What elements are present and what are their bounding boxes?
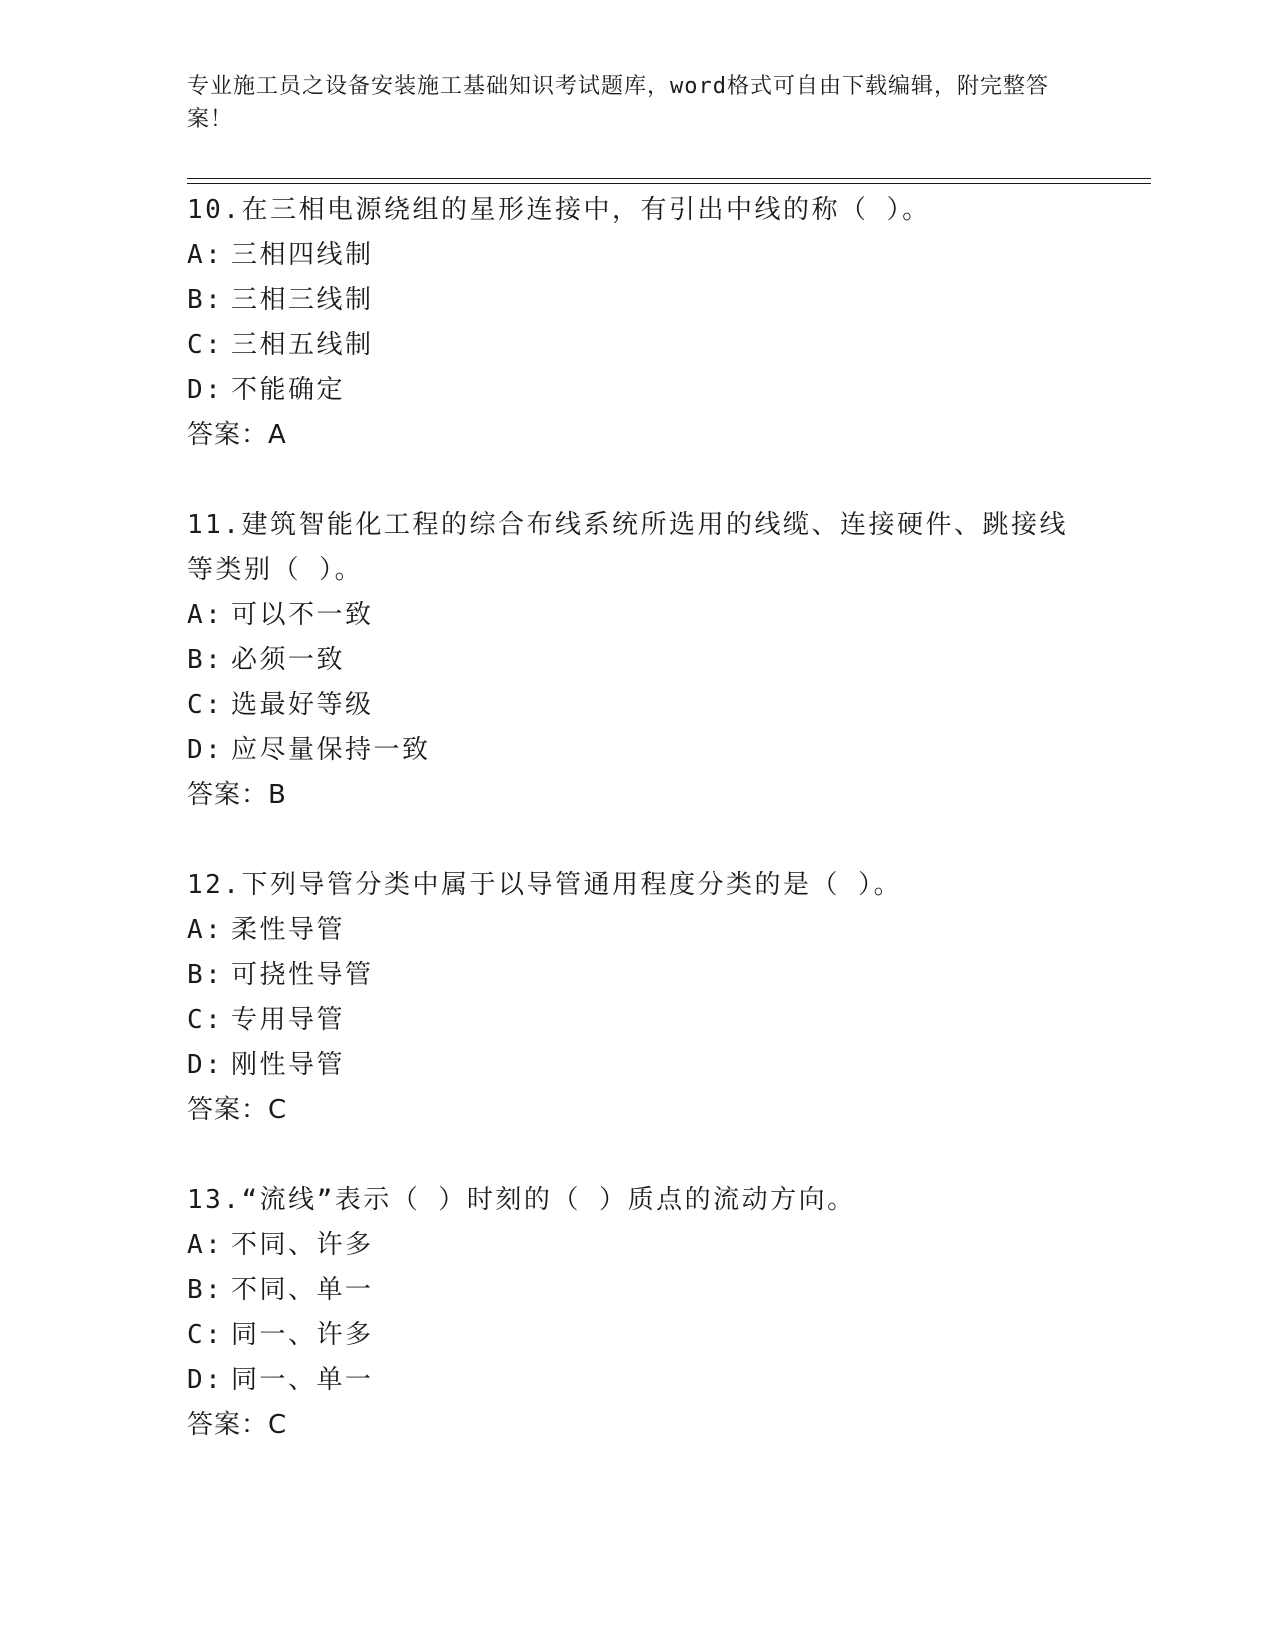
option-text: 三相三线制 <box>231 285 374 315</box>
option-letter: A: <box>187 915 224 945</box>
option-b <box>187 638 1087 683</box>
answer-line: 答案：B <box>187 780 287 810</box>
option-d <box>187 1358 1087 1403</box>
question-stem: 12.下列导管分类中属于以导管通用程度分类的是（ ）。 <box>187 870 903 900</box>
option-c <box>187 1313 1087 1358</box>
question-10 <box>187 188 1087 458</box>
question-spacer <box>187 458 1087 503</box>
option-a <box>187 1223 1087 1268</box>
question-spacer <box>187 1133 1087 1178</box>
option-letter: B: <box>187 645 224 675</box>
option-text: 选最好等级 <box>231 690 374 720</box>
option-letter: C: <box>187 1005 224 1035</box>
option-text: 三相五线制 <box>231 330 374 360</box>
option-a <box>187 233 1087 278</box>
question-11 <box>187 503 1087 818</box>
answer-line: 答案：A <box>187 420 287 450</box>
option-b <box>187 278 1087 323</box>
option-text: 同一、许多 <box>231 1320 374 1350</box>
option-letter: B: <box>187 285 224 315</box>
option-letter: B: <box>187 960 224 990</box>
option-text: 刚性导管 <box>231 1050 346 1080</box>
option-letter: D: <box>187 375 224 405</box>
header-divider-top <box>187 178 1151 179</box>
option-c <box>187 323 1087 368</box>
option-letter: A: <box>187 1230 224 1260</box>
option-text: 同一、单一 <box>231 1365 374 1395</box>
question-13 <box>187 1178 1087 1448</box>
option-letter: D: <box>187 735 224 765</box>
option-letter: C: <box>187 1320 224 1350</box>
option-d <box>187 1043 1087 1088</box>
option-letter: D: <box>187 1050 224 1080</box>
header-divider-bottom <box>187 183 1151 184</box>
option-text: 三相四线制 <box>231 240 374 270</box>
option-c <box>187 683 1087 728</box>
option-letter: C: <box>187 330 224 360</box>
option-letter: D: <box>187 1365 224 1395</box>
question-list <box>187 188 1087 1448</box>
document-header: 专业施工员之设备安装施工基础知识考试题库，word格式可自由下载编辑，附完整答案！ <box>187 74 1049 132</box>
option-d <box>187 728 1087 773</box>
answer-line: 答案：C <box>187 1410 288 1440</box>
option-text: 不同、单一 <box>231 1275 374 1305</box>
option-text: 必须一致 <box>231 645 346 675</box>
option-letter: A: <box>187 240 224 270</box>
option-text: 不能确定 <box>231 375 346 405</box>
option-b <box>187 953 1087 998</box>
option-text: 专用导管 <box>231 1005 346 1035</box>
option-text: 应尽量保持一致 <box>231 735 431 765</box>
option-c <box>187 998 1087 1043</box>
question-stem: 10.在三相电源绕组的星形连接中，有引出中线的称（ ）。 <box>187 195 931 225</box>
option-letter: A: <box>187 600 224 630</box>
option-b <box>187 1268 1087 1313</box>
option-letter: B: <box>187 1275 224 1305</box>
option-a <box>187 593 1087 638</box>
question-stem: 11.建筑智能化工程的综合布线系统所选用的线缆、连接硬件、跳接线等类别（ ）。 <box>187 510 1068 585</box>
option-d <box>187 368 1087 413</box>
option-text: 不同、许多 <box>231 1230 374 1260</box>
option-text: 可以不一致 <box>231 600 374 630</box>
option-a <box>187 908 1087 953</box>
question-stem: 13.“流线”表示（ ）时刻的（ ）质点的流动方向。 <box>187 1185 856 1215</box>
question-12 <box>187 863 1087 1133</box>
option-text: 柔性导管 <box>231 915 346 945</box>
option-text: 可挠性导管 <box>231 960 374 990</box>
answer-line: 答案：C <box>187 1095 288 1125</box>
question-spacer <box>187 818 1087 863</box>
option-letter: C: <box>187 690 224 720</box>
